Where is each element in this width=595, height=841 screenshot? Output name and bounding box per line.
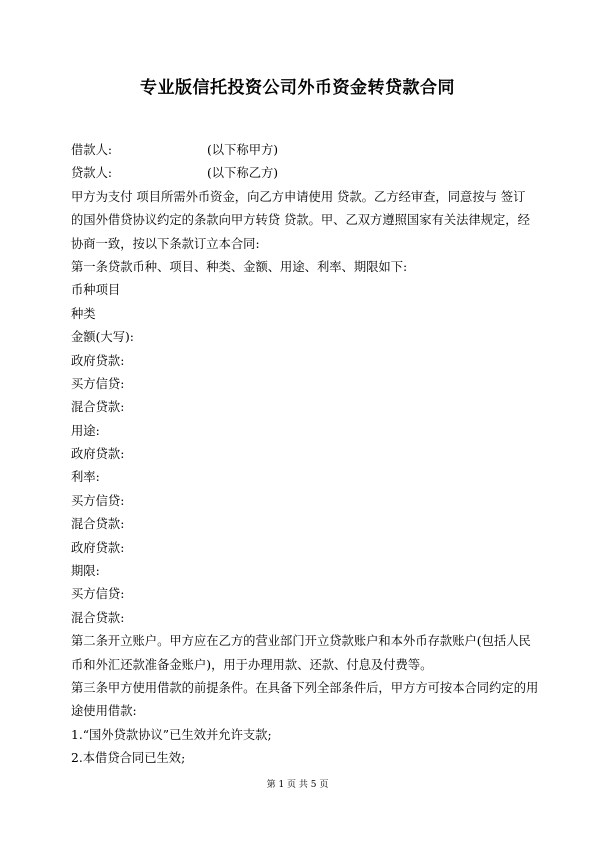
text-line: 混合贷款: [71,610,125,625]
article-heading: 第三条甲方使用借款的前提条件。在具备下列全部条件后，甲方方可按本合同约定的用 [71,680,539,695]
text-line: 政府贷款: [71,540,125,555]
text-line: 途使用借款: [71,704,137,719]
lender-label: 贷款人: [71,166,113,181]
borrower-note: (以下称甲方) [207,143,279,157]
text-line: 混合贷款: [71,400,125,415]
text-line: 混合贷款: [71,517,125,532]
borrower-label: 借款人: [71,143,113,157]
text-line: 利率: [71,470,100,485]
document-body [71,139,543,771]
document-title: 专业版信托投资公司外币资金转贷款合同 [140,78,455,98]
article-heading: 第二条开立账户。甲方应在乙方的营业部门开立贷款账户和本外币存款账户(包括人民 [71,634,531,649]
text-line: 协商一致，按以下条款订立本合同: [71,236,260,251]
list-item: 1.“国外贷款协议”已生效并允许支款; [71,727,272,742]
list-item: 2.本借贷合同已生效; [71,751,186,766]
text-line: 买方信贷: [71,493,125,508]
text-line: 政府贷款: [71,353,125,368]
text-line: 币种项目 [71,283,121,298]
text-line: 种类 [71,306,96,321]
article-heading: 第一条贷款币种、项目、种类、金额、用途、利率、期限如下: [71,259,408,274]
text-line: 金额(大写): [71,330,134,345]
lender-note: (以下称乙方) [207,166,279,181]
text-line: 政府贷款: [71,447,125,462]
text-line: 用途: [71,423,100,438]
text-line: 的国外借贷协议约定的条款向甲方转贷 贷款。甲、乙双方遵照国家有关法律规定，经 [71,213,530,228]
text-line: 期限: [71,564,100,579]
text-line: 币和外汇还款准备金账户)，用于办理用款、还款、付息及付费等。 [71,657,433,672]
text-line: 买方信贷: [71,587,125,602]
page-footer: 第 1 页 共 5 页 [266,780,329,790]
borrower-line [71,139,543,162]
text-line: 买方信贷: [71,376,125,391]
text-line: 甲方为支付 项目所需外币资金，向乙方申请使用 贷款。乙方经审查，同意按与 签订 [71,189,526,204]
lender-line [71,162,543,185]
